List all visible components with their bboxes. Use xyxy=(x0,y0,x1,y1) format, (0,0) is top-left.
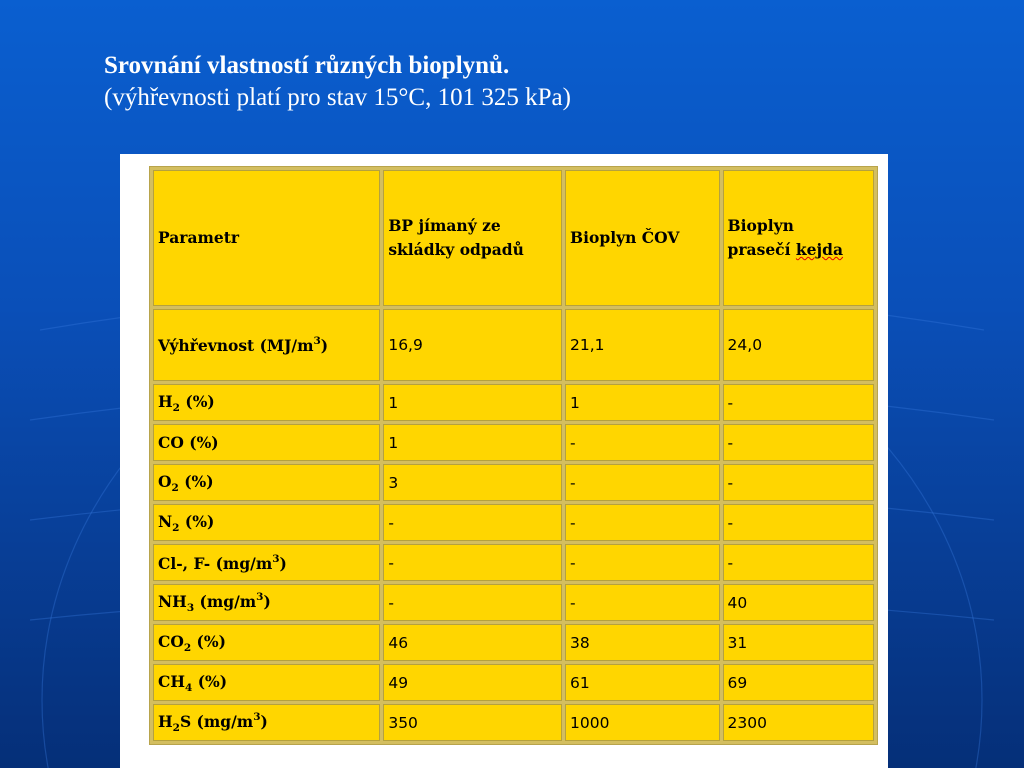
table-row xyxy=(153,309,874,381)
table-cell: 40 xyxy=(723,584,874,621)
row-label-o2: $O_2$ (%) xyxy=(153,464,380,501)
table-cell: - xyxy=(723,464,874,501)
slide-heading xyxy=(104,50,571,114)
biogas-comparison-table xyxy=(149,166,878,745)
table-cell: 61 xyxy=(565,664,720,701)
table-cell: 1000 xyxy=(565,704,720,741)
table-row xyxy=(153,384,874,421)
table-cell: - xyxy=(723,424,874,461)
table-cell: - xyxy=(383,584,562,621)
table-cell: 1 xyxy=(565,384,720,421)
table-cell: - xyxy=(723,384,874,421)
header-bioplyn-kejda: Bioplyn prasečí kejda xyxy=(723,170,874,306)
spellcheck-underline: kejda xyxy=(795,240,844,259)
row-label-ch4: $CH_4$ (%) xyxy=(153,664,380,701)
row-label-cl-f: Cl-, F- $(mg/m^3)$ xyxy=(153,544,380,581)
table-row xyxy=(153,624,874,661)
header-parametr: Parametr xyxy=(153,170,380,306)
row-label-n2: $N_2$ (%) xyxy=(153,504,380,541)
header-bp-skladky: BP jímaný ze skládky odpadů xyxy=(383,170,562,306)
table-cell: 24,0 xyxy=(723,309,874,381)
slide-title: Srovnání vlastností různých bioplynů. xyxy=(104,52,510,79)
table-row xyxy=(153,424,874,461)
table-cell: - xyxy=(565,464,720,501)
row-label-vyhrevnost: Výhřevnost $(MJ/m^3)$ xyxy=(153,309,380,381)
table-cell: 3 xyxy=(383,464,562,501)
table-cell: 21,1 xyxy=(565,309,720,381)
slide-subtitle: (výhřevnosti platí pro stav 15°C, 101 325 kPa) xyxy=(104,84,571,111)
table-row xyxy=(153,544,874,581)
table-cell: 46 xyxy=(383,624,562,661)
table-row xyxy=(153,464,874,501)
table-cell: 49 xyxy=(383,664,562,701)
row-label-h2s: $H_2S$ $(mg/m^3)$ xyxy=(153,704,380,741)
table-cell: 1 xyxy=(383,424,562,461)
table-row xyxy=(153,664,874,701)
table-cell: - xyxy=(723,504,874,541)
table-cell: - xyxy=(565,504,720,541)
table-cell: 2300 xyxy=(723,704,874,741)
table-cell: - xyxy=(565,584,720,621)
table-cell: - xyxy=(565,544,720,581)
table-cell: - xyxy=(383,544,562,581)
row-label-h2: $H_2$ (%) xyxy=(153,384,380,421)
row-label-co2: $CO_2$ (%) xyxy=(153,624,380,661)
table-cell: 16,9 xyxy=(383,309,562,381)
row-label-nh3: $NH_3$ $(mg/m^3)$ xyxy=(153,584,380,621)
table-panel xyxy=(120,154,888,768)
table-cell: 1 xyxy=(383,384,562,421)
table-cell: 350 xyxy=(383,704,562,741)
table-cell: 31 xyxy=(723,624,874,661)
header-row xyxy=(153,170,874,306)
table-row xyxy=(153,584,874,621)
table-cell: 38 xyxy=(565,624,720,661)
table-cell: - xyxy=(383,504,562,541)
table-cell: - xyxy=(723,544,874,581)
table-row xyxy=(153,704,874,741)
row-label-co: CO (%) xyxy=(153,424,380,461)
table-row xyxy=(153,504,874,541)
table-cell: - xyxy=(565,424,720,461)
table-cell: 69 xyxy=(723,664,874,701)
header-bioplyn-cov: Bioplyn ČOV xyxy=(565,170,720,306)
